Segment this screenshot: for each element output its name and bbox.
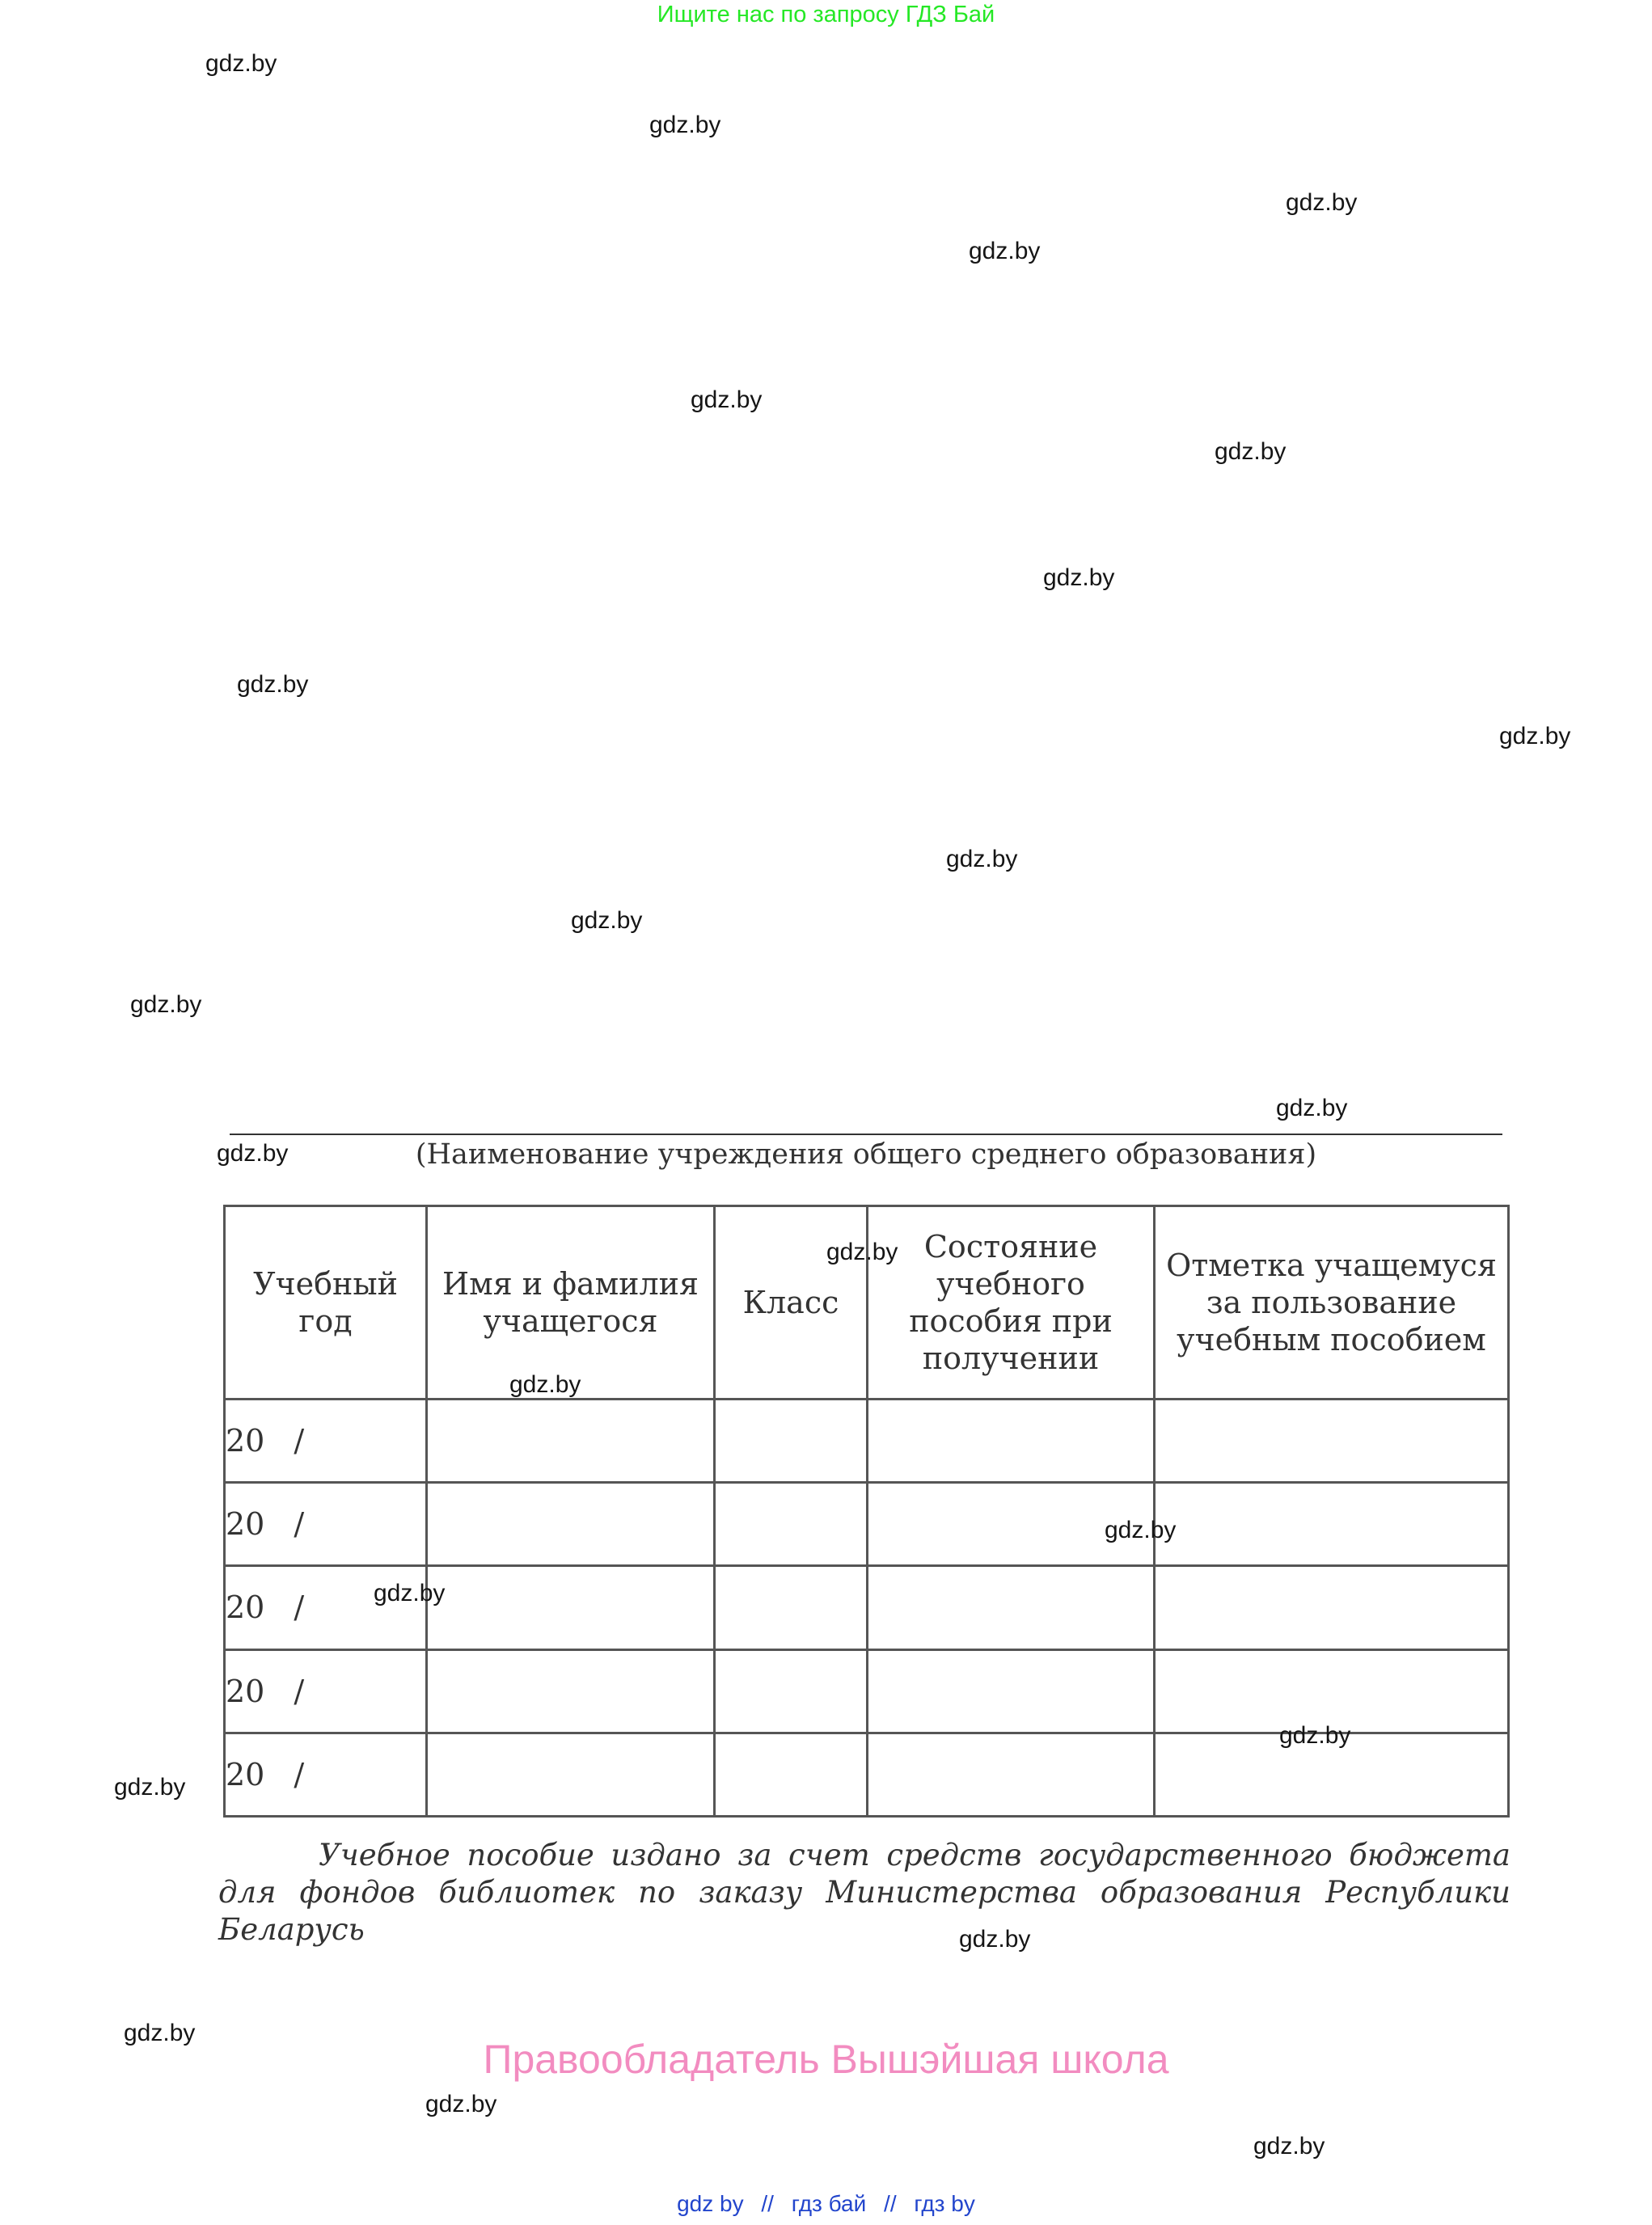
mark-cell (1155, 1483, 1509, 1566)
header-usage-mark: Отметка учащемуся за пользование учебным пособием (1155, 1206, 1509, 1400)
watermark: gdz.by (691, 386, 763, 413)
year-cell (225, 1483, 427, 1566)
watermark: gdz.by (1215, 438, 1287, 465)
watermark: gdz.by (959, 1926, 1031, 1953)
year-cell (225, 1649, 427, 1733)
name-cell (427, 1483, 715, 1566)
watermark: gdz.by (130, 991, 202, 1018)
name-cell (427, 1566, 715, 1649)
year-prefix: 20 (226, 1506, 265, 1543)
top-banner: Ищите нас по запросу ГДЗ Бай (657, 2, 995, 27)
watermark: gdz.by (1499, 723, 1571, 749)
year-cell (225, 1400, 427, 1483)
name-cell (427, 1649, 715, 1733)
condition-cell (868, 1649, 1155, 1733)
link-separator: // (884, 2191, 897, 2216)
year-prefix: 20 (226, 1423, 265, 1459)
watermark: gdz.by (1043, 564, 1115, 591)
watermark: gdz.by (124, 2020, 196, 2046)
condition-cell (868, 1566, 1155, 1649)
table-row (225, 1566, 1509, 1649)
header-school-year: Учебный год (225, 1206, 427, 1400)
grade-cell (715, 1483, 868, 1566)
year-cell (225, 1733, 427, 1816)
header-grade: Класс (715, 1206, 868, 1400)
header-student-name: Имя и фамилия учащегося (427, 1206, 715, 1400)
name-cell (427, 1400, 715, 1483)
condition-cell (868, 1733, 1155, 1816)
year-prefix: 20 (226, 1590, 265, 1626)
watermark: gdz.by (1286, 189, 1358, 216)
mark-cell (1155, 1400, 1509, 1483)
grade-cell (715, 1649, 868, 1733)
link-separator: // (761, 2191, 774, 2216)
year-separator: / (294, 1590, 305, 1626)
name-cell (427, 1733, 715, 1816)
watermark: gdz.by (425, 2091, 497, 2117)
watermark: gdz.by (205, 50, 277, 77)
year-cell (225, 1566, 427, 1649)
watermark: gdz.by (1253, 2133, 1325, 2160)
watermark: gdz.by (826, 1239, 898, 1265)
mark-cell (1155, 1566, 1509, 1649)
table-header-row (225, 1206, 1509, 1400)
mark-cell (1155, 1649, 1509, 1733)
institution-name-line (230, 1134, 1502, 1135)
year-separator: / (294, 1756, 305, 1792)
copyright-holder: Правообладатель Вышэйшая школа (483, 2037, 1169, 2082)
watermark: gdz.by (1276, 1095, 1348, 1121)
table-row (225, 1400, 1509, 1483)
table-row (225, 1649, 1509, 1733)
grade-cell (715, 1733, 868, 1816)
year-separator: / (294, 1673, 305, 1709)
year-prefix: 20 (226, 1673, 265, 1709)
watermark: gdz.by (571, 907, 643, 934)
header-condition-on-receipt: Состояние учебного пособия при получении (868, 1206, 1155, 1400)
watermark: gdz.by (946, 846, 1018, 872)
watermark: gdz.by (509, 1371, 581, 1398)
year-prefix: 20 (226, 1756, 265, 1792)
watermark: gdz.by (969, 238, 1041, 264)
table-row (225, 1483, 1509, 1566)
grade-cell (715, 1566, 868, 1649)
watermark: gdz.by (1279, 1722, 1351, 1749)
condition-cell (868, 1400, 1155, 1483)
year-separator: / (294, 1423, 305, 1459)
watermark: gdz.by (374, 1580, 446, 1606)
funding-note: Учебное пособие издано за счет средств государственного бюджета для фондов библиотек по заказу Министерства образования Республики Беларусь (218, 1838, 1510, 1947)
watermark: gdz.by (1105, 1517, 1177, 1543)
watermark: gdz.by (217, 1140, 289, 1167)
link-gdz-by[interactable]: gdz by (677, 2191, 744, 2216)
grade-cell (715, 1400, 868, 1483)
watermark: gdz.by (649, 112, 721, 138)
link-gdz-by-alt[interactable]: гдз by (914, 2191, 975, 2216)
year-separator: / (294, 1506, 305, 1543)
watermark: gdz.by (114, 1774, 186, 1801)
institution-caption: (Наименование учреждения общего среднего образования) (415, 1138, 1317, 1171)
bottom-links (0, 2191, 1652, 2217)
link-gdz-bai[interactable]: гдз бай (791, 2191, 867, 2216)
watermark: gdz.by (237, 671, 309, 698)
